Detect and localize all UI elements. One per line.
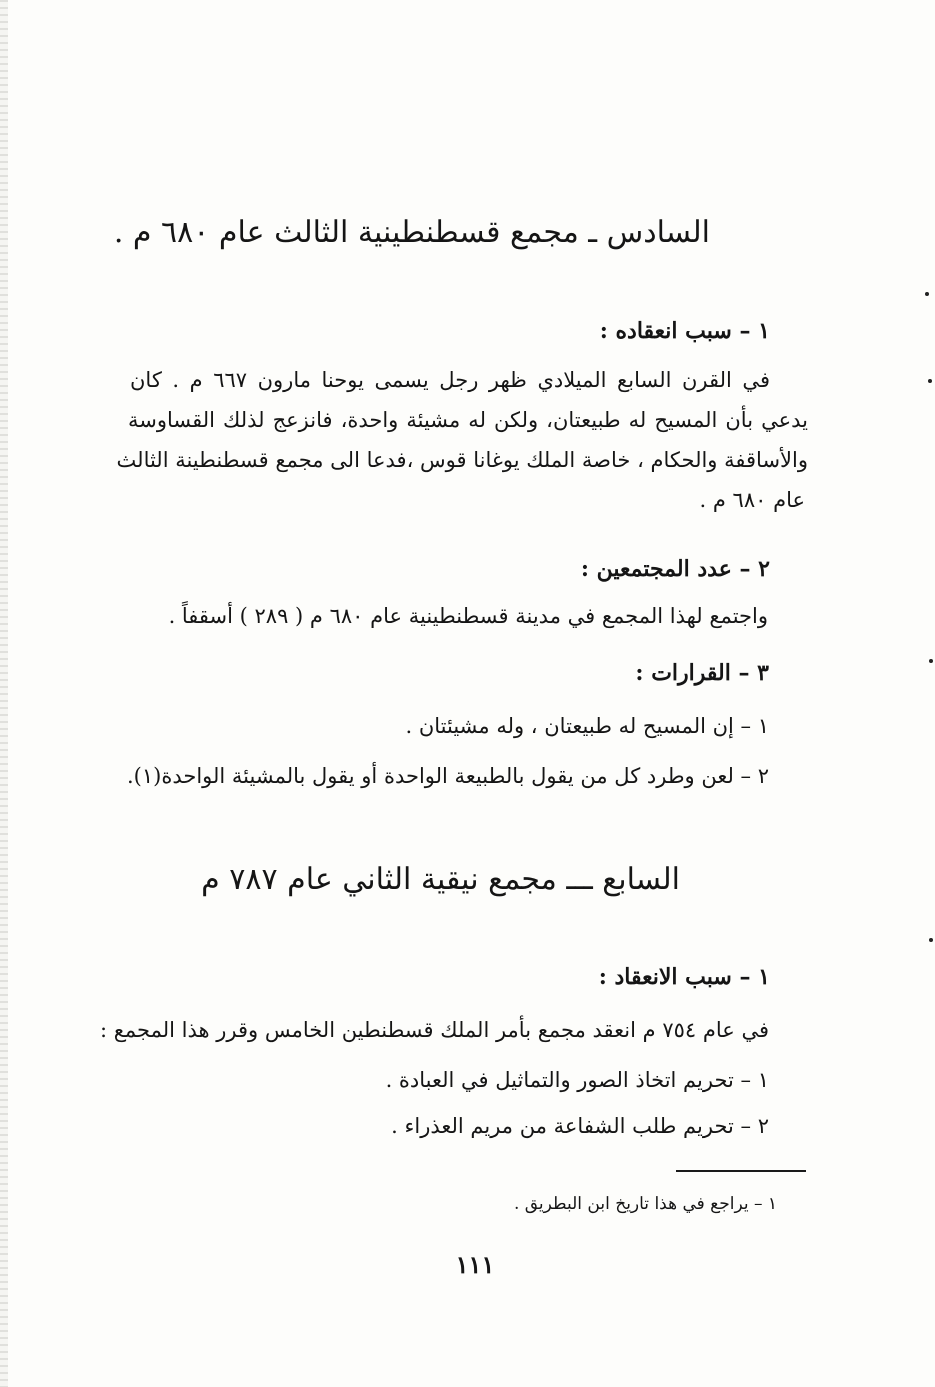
section-6-paragraph-line-3: والأساقفة والحكام ، خاصة الملك يوغانا قوس ،فدعا الى مجمع قسطنطينة الثالث bbox=[116, 448, 808, 472]
section-6-decision-1: ١ – إن المسيح له طبيعتان ، وله مشيئتان . bbox=[405, 714, 769, 738]
footnote-text: ١ – يراجع في هذا تاريخ ابن البطريق . bbox=[513, 1194, 777, 1214]
scan-dot bbox=[929, 938, 933, 942]
scan-dot bbox=[925, 292, 929, 296]
section-7-heading-cause: ١ – سبب الانعقاد : bbox=[598, 964, 770, 990]
section-6-paragraph-line-1: في القرن السابع الميلادي ظهر رجل يسمى يوحنا مارون ٦٦٧ م . كان bbox=[130, 368, 770, 392]
scan-dot bbox=[929, 659, 933, 663]
section-6-heading-decisions: ٣ – القرارات : bbox=[635, 660, 769, 686]
section-6-decision-2: ٢ – لعن وطرد كل من يقول بالطبيعة الواحدة أو يقول بالمشيئة الواحدة(١). bbox=[126, 764, 769, 788]
section-7-paragraph: في عام ٧٥٤ م انعقد مجمع بأمر الملك قسطنطين الخامس وقرر هذا المجمع : bbox=[99, 1018, 769, 1042]
section-6-heading-attendees: ٢ – عدد المجتمعين : bbox=[580, 556, 770, 582]
scan-dot bbox=[928, 379, 932, 383]
section-6-attendees-text: واجتمع لهذا المجمع في مدينة قسطنطينية عام ٦٨٠ م ( ٢٨٩ ) أسقفاً . bbox=[168, 604, 768, 628]
section-7-decision-2: ٢ – تحريم طلب الشفاعة من مريم العذراء . bbox=[391, 1114, 769, 1138]
page-number: ١١١ bbox=[455, 1250, 495, 1279]
footnote-separator bbox=[676, 1170, 806, 1172]
section-7-title: السابع ـــ مجمع نيقية الثاني عام ٧٨٧ م bbox=[201, 862, 680, 897]
section-6-paragraph-line-2: يدعي بأن المسيح له طبيعتان، ولكن له مشيئة واحدة، فانزعج لذلك القساوسة bbox=[128, 408, 808, 432]
section-7-decision-1: ١ – تحريم اتخاذ الصور والتماثيل في العبادة . bbox=[385, 1068, 769, 1092]
section-6-heading-cause: ١ – سبب انعقاده : bbox=[599, 318, 770, 344]
section-6-paragraph-line-4: عام ٦٨٠ م . bbox=[699, 488, 805, 512]
scan-edge bbox=[0, 0, 8, 1387]
section-6-title: السادس ـ مجمع قسطنطينية الثالث عام ٦٨٠ م . bbox=[113, 215, 710, 250]
